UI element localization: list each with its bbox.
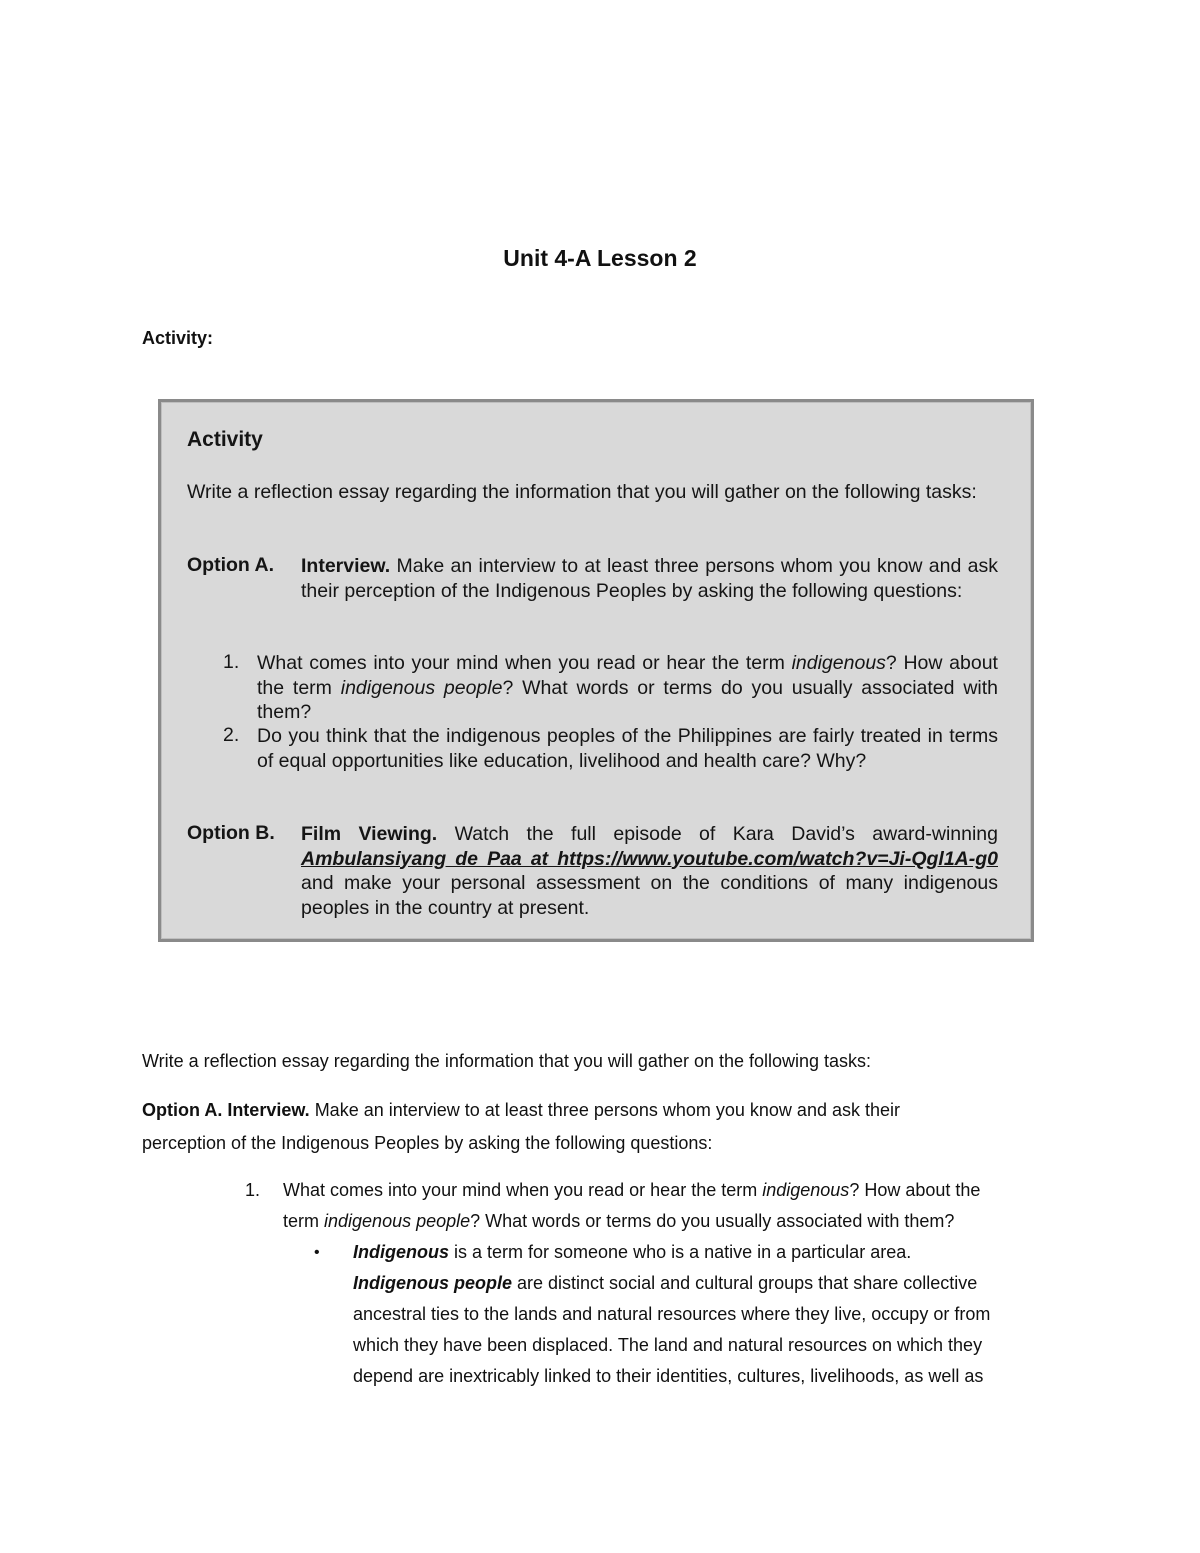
body-option-a-heading: Option A. Interview. <box>142 1100 310 1120</box>
activity-heading: Activity: <box>142 328 214 348</box>
body-q1-term: indigenous <box>762 1180 850 1200</box>
scan-option-b-heading: Film Viewing. <box>301 823 438 845</box>
body-option-a-text: Make an interview to at least three persons whom you know and ask their <box>309 1100 900 1120</box>
scan-q1-part: ? What words or terms do you usually associated with them? <box>257 676 998 723</box>
scan-option-b-part: and make your personal assessment on the conditions of many indigenous peoples in the country at present. <box>301 872 998 919</box>
bullet-line1 <box>353 1237 1073 1268</box>
body-intro: Write a reflection essay regarding the information that you will gather on the following tasks: <box>142 1051 872 1071</box>
bullet-term: Indigenous people <box>353 1273 513 1293</box>
activity-scan-image <box>158 399 1034 942</box>
scan-activity-title: Activity <box>187 428 263 451</box>
scan-film-link[interactable]: Ambulansiyang de Paa at https://www.youtube.com/watch?v=Ji-Qgl1A-g0 <box>301 847 998 870</box>
scan-q1-term: indigenous <box>791 652 886 674</box>
bullet-text: is a term for someone who is a native in a particular area. <box>449 1242 912 1262</box>
body-q1-part: ? How about the <box>849 1180 981 1200</box>
bullet-term: Indigenous <box>353 1242 449 1262</box>
bullet-line3: ancestral ties to the lands and natural resources where they live, occupy or from <box>353 1304 991 1324</box>
body-q1-line2 <box>283 1206 1073 1237</box>
scan-q1-text <box>257 651 998 725</box>
body-q1-number: 1. <box>245 1180 261 1200</box>
body-q1-part: ? What words or terms do you usually associated with them? <box>470 1211 955 1231</box>
scan-q1-part: What comes into your mind when you read or hear the term <box>257 652 792 674</box>
scan-option-b-label: Option B. <box>187 822 275 844</box>
page-title: Unit 4-A Lesson 2 <box>503 245 697 271</box>
scan-option-b-text <box>301 822 998 920</box>
body-q1-term: indigenous people <box>324 1211 471 1231</box>
scan-option-a-desc: Make an interview to at least three persons whom you know and ask their perception of the Indigenous Peoples by asking the following questions: <box>301 555 998 602</box>
body-q1-line1 <box>283 1175 1073 1206</box>
scan-q1-number: 1. <box>223 651 240 673</box>
bullet-line5: depend are inextricably linked to their identities, cultures, livelihoods, as well as <box>353 1366 984 1386</box>
scan-option-a-text <box>301 554 998 603</box>
scan-intro-text: Write a reflection essay regarding the information that you will gather on the following tasks: <box>187 481 977 503</box>
scan-option-a-heading: Interview. <box>301 555 391 577</box>
body-option-a-line1 <box>142 1095 900 1126</box>
bullet-line4: which they have been displaced. The land and natural resources on which they <box>353 1335 983 1355</box>
scan-q1-term: indigenous people <box>340 676 503 699</box>
bullet-icon: • <box>314 1244 320 1261</box>
scan-option-b-part: Watch the full episode of Kara David’s award-winning <box>437 823 998 845</box>
bullet-line2 <box>353 1268 1073 1299</box>
scan-q1-part: ? How about the term <box>257 652 998 699</box>
body-q1-part: What comes into your mind when you read or hear the term <box>283 1180 763 1200</box>
scan-q2-text: Do you think that the indigenous peoples of the Philippines are fairly treated in terms of equal opportunities like education, livelihood and health care? Why? <box>257 725 998 772</box>
bullet-text: are distinct social and cultural groups that share collective <box>512 1273 978 1293</box>
scan-q2-number: 2. <box>223 724 240 746</box>
body-option-a-line2: perception of the Indigenous Peoples by asking the following questions: <box>142 1133 713 1153</box>
body-q1-part: term <box>283 1211 325 1231</box>
scan-option-a-label: Option A. <box>187 554 275 576</box>
